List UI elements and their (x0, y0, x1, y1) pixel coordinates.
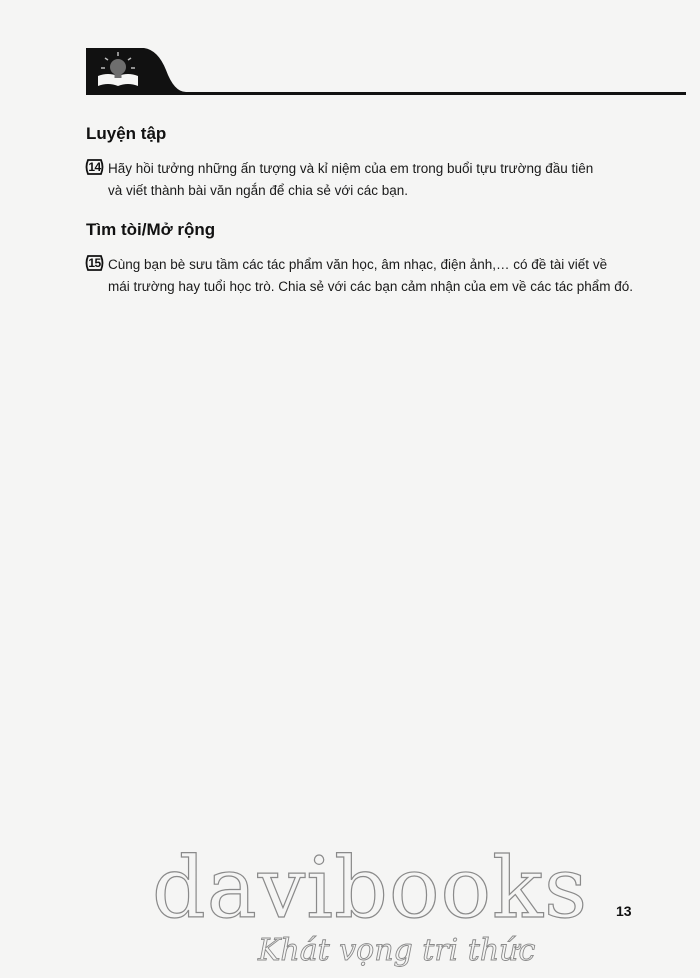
exercise-text-line-1: Hãy hồi tưởng những ấn tượng và kỉ niệm của em trong buổi tựu trường đầu tiên (108, 161, 594, 176)
exercise-line (84, 254, 654, 276)
header-rule (86, 92, 686, 95)
watermark-slogan: Khát vọng tri thức (258, 933, 536, 968)
section-title-tim-toi-mo-rong: Tìm tòi/Mở rộng (86, 220, 216, 239)
exercise-15 (84, 254, 654, 298)
exercise-number-badge (84, 254, 105, 272)
exercise-text-line-2: mái trường hay tuổi học trò. Chia sẻ với các bạn cảm nhận của em về các tác phẩm đó. (108, 279, 633, 294)
exercise-number-badge (84, 158, 105, 176)
exercise-14 (84, 158, 654, 202)
section-title-luyen-tap: Luyện tập (86, 124, 167, 143)
exercise-text-line-2: và viết thành bài văn ngắn để chia sẻ với các bạn. (108, 183, 409, 198)
page-number: 13 (616, 903, 632, 919)
header-banner (86, 48, 186, 94)
exercise-number: 15 (88, 256, 101, 270)
lightbulb-book-icon (86, 48, 186, 94)
exercise-number: 14 (88, 160, 101, 174)
exercise-text-line-1: Cùng bạn bè sưu tầm các tác phẩm văn học, âm nhạc, điện ảnh,… có đề tài viết về (108, 257, 608, 272)
watermark-brand: davibooks (152, 839, 589, 937)
exercise-line (84, 158, 654, 180)
